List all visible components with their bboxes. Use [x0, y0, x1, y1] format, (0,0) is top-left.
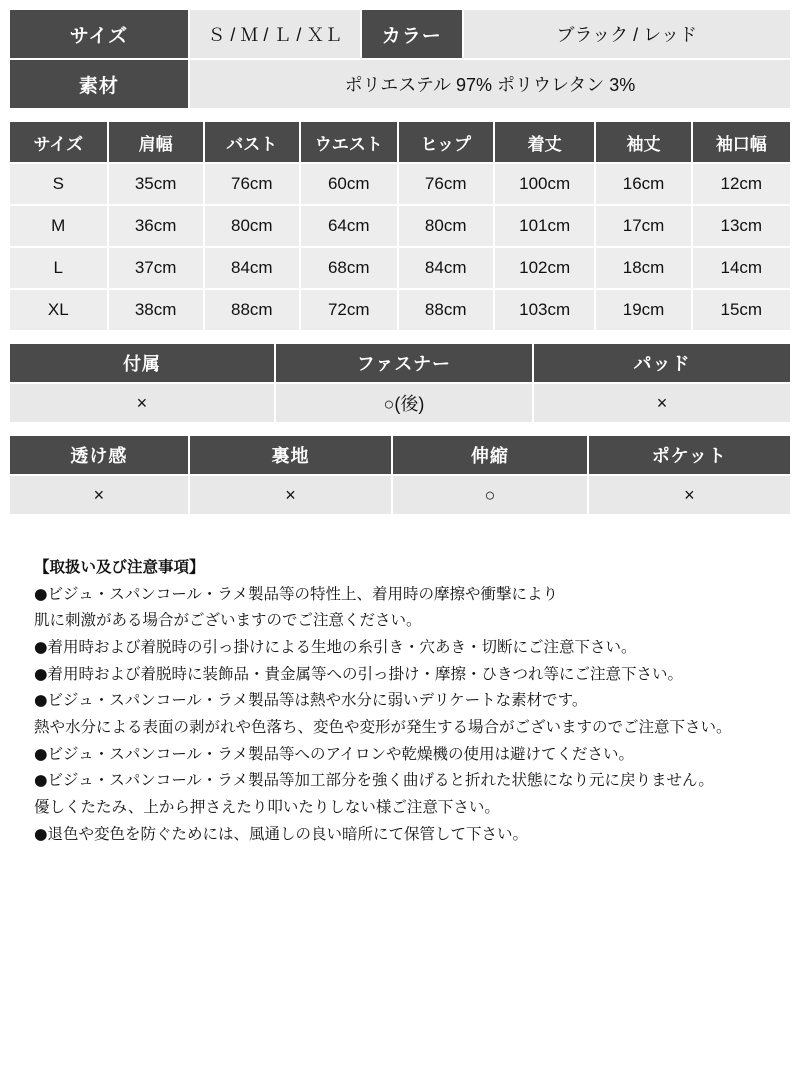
size-cell: 101cm: [494, 205, 596, 247]
spec-value-sheerness: ×: [9, 475, 189, 515]
table-row: [9, 9, 791, 59]
basic-value-material: ポリエステル 97% ポリウレタン 3%: [189, 59, 791, 109]
size-cell: 88cm: [204, 289, 300, 331]
basic-label-size: サイズ: [9, 9, 189, 59]
spec-value-lining: ×: [189, 475, 392, 515]
size-cell: 17cm: [595, 205, 691, 247]
spec-header-pocket: ポケット: [588, 435, 791, 475]
size-cell: 38cm: [108, 289, 204, 331]
spec-value-pad: ×: [533, 383, 791, 423]
table-row: [9, 435, 791, 475]
spec-table-one: [8, 342, 792, 424]
size-cell: 76cm: [398, 163, 494, 205]
size-cell: 60cm: [300, 163, 398, 205]
basic-label-color: カラー: [361, 9, 463, 59]
spec-header-accessory: 付属: [9, 343, 275, 383]
size-cell: 100cm: [494, 163, 596, 205]
care-note-line: 優しくたたみ、上から押さえたり叩いたりしない様ご注意下さい。: [34, 797, 500, 816]
care-notes: [8, 554, 792, 847]
spec-table-two: [8, 434, 792, 516]
spec-header-pad: パッド: [533, 343, 791, 383]
size-cell: XL: [9, 289, 108, 331]
size-col-header: サイズ: [9, 121, 108, 163]
size-col-header: 袖丈: [595, 121, 691, 163]
care-note-line: ●ビジュ・スパンコール・ラメ製品等は熱や水分に弱いデリケートな素材です。: [34, 691, 588, 710]
size-cell: 68cm: [300, 247, 398, 289]
table-row: [9, 475, 791, 515]
size-chart-table: [8, 120, 792, 332]
spec-header-stretch: 伸縮: [392, 435, 588, 475]
table-row: [9, 59, 791, 109]
size-cell: 76cm: [204, 163, 300, 205]
size-cell: 12cm: [692, 163, 791, 205]
size-cell: 103cm: [494, 289, 596, 331]
care-note-line: ●着用時および着脱時の引っ掛けによる生地の糸引き・穴あき・切断にご注意下さい。: [34, 637, 637, 656]
size-cell: 35cm: [108, 163, 204, 205]
care-note-line: 肌に刺激がある場合がございますのでご注意ください。: [34, 611, 422, 630]
size-col-header: ヒップ: [398, 121, 494, 163]
size-cell: 80cm: [398, 205, 494, 247]
care-note-line: ●ビジュ・スパンコール・ラメ製品等へのアイロンや乾燥機の使用は避けてください。: [34, 744, 635, 763]
size-cell: 36cm: [108, 205, 204, 247]
size-cell: S: [9, 163, 108, 205]
spec-value-accessory: ×: [9, 383, 275, 423]
size-col-header: 着丈: [494, 121, 596, 163]
table-row: [9, 205, 791, 247]
size-cell: 84cm: [204, 247, 300, 289]
size-cell: 18cm: [595, 247, 691, 289]
spec-value-zipper: ○(後): [275, 383, 533, 423]
spec-value-pocket: ×: [588, 475, 791, 515]
size-cell: 14cm: [692, 247, 791, 289]
table-row: [9, 343, 791, 383]
size-cell: 15cm: [692, 289, 791, 331]
size-cell: 37cm: [108, 247, 204, 289]
spec-header-lining: 裏地: [189, 435, 392, 475]
basic-info-table: [8, 8, 792, 110]
size-cell: 13cm: [692, 205, 791, 247]
size-cell: 84cm: [398, 247, 494, 289]
care-note-line: 熱や水分による表面の剥がれや色落ち、変色や変形が発生する場合がございますのでご注意下さい。: [34, 717, 732, 736]
size-col-header: 袖口幅: [692, 121, 791, 163]
care-notes-title: 【取扱い及び注意事項】: [34, 558, 205, 576]
size-cell: 88cm: [398, 289, 494, 331]
size-cell: 80cm: [204, 205, 300, 247]
size-cell: 64cm: [300, 205, 398, 247]
table-row: [9, 383, 791, 423]
basic-value-size: Ｓ / Ｍ / Ｌ / ＸＬ: [189, 9, 361, 59]
size-cell: 72cm: [300, 289, 398, 331]
spec-header-zipper: ファスナー: [275, 343, 533, 383]
size-col-header: ウエスト: [300, 121, 398, 163]
basic-value-color: ブラック / レッド: [463, 9, 791, 59]
size-col-header: 肩幅: [108, 121, 204, 163]
care-note-line: ●着用時および着脱時に装飾品・貴金属等への引っ掛け・摩擦・ひきつれ等にご注意下さい。: [34, 664, 684, 683]
size-cell: 102cm: [494, 247, 596, 289]
table-row: [9, 163, 791, 205]
spec-header-sheerness: 透け感: [9, 435, 189, 475]
basic-label-material: 素材: [9, 59, 189, 109]
size-cell: 16cm: [595, 163, 691, 205]
size-cell: L: [9, 247, 108, 289]
care-note-line: ●ビジュ・スパンコール・ラメ製品等加工部分を強く曲げると折れた状態になり元に戻りません。: [34, 771, 714, 790]
care-note-line: ●ビジュ・スパンコール・ラメ製品等の特性上、着用時の摩擦や衝撃により: [34, 584, 558, 603]
spec-value-stretch: ○: [392, 475, 588, 515]
size-cell: M: [9, 205, 108, 247]
size-col-header: バスト: [204, 121, 300, 163]
table-row: [9, 289, 791, 331]
care-note-line: ●退色や変色を防ぐためには、風通しの良い暗所にて保管して下さい。: [34, 824, 529, 843]
table-row: [9, 247, 791, 289]
size-chart-header-row: [9, 121, 791, 163]
size-cell: 19cm: [595, 289, 691, 331]
